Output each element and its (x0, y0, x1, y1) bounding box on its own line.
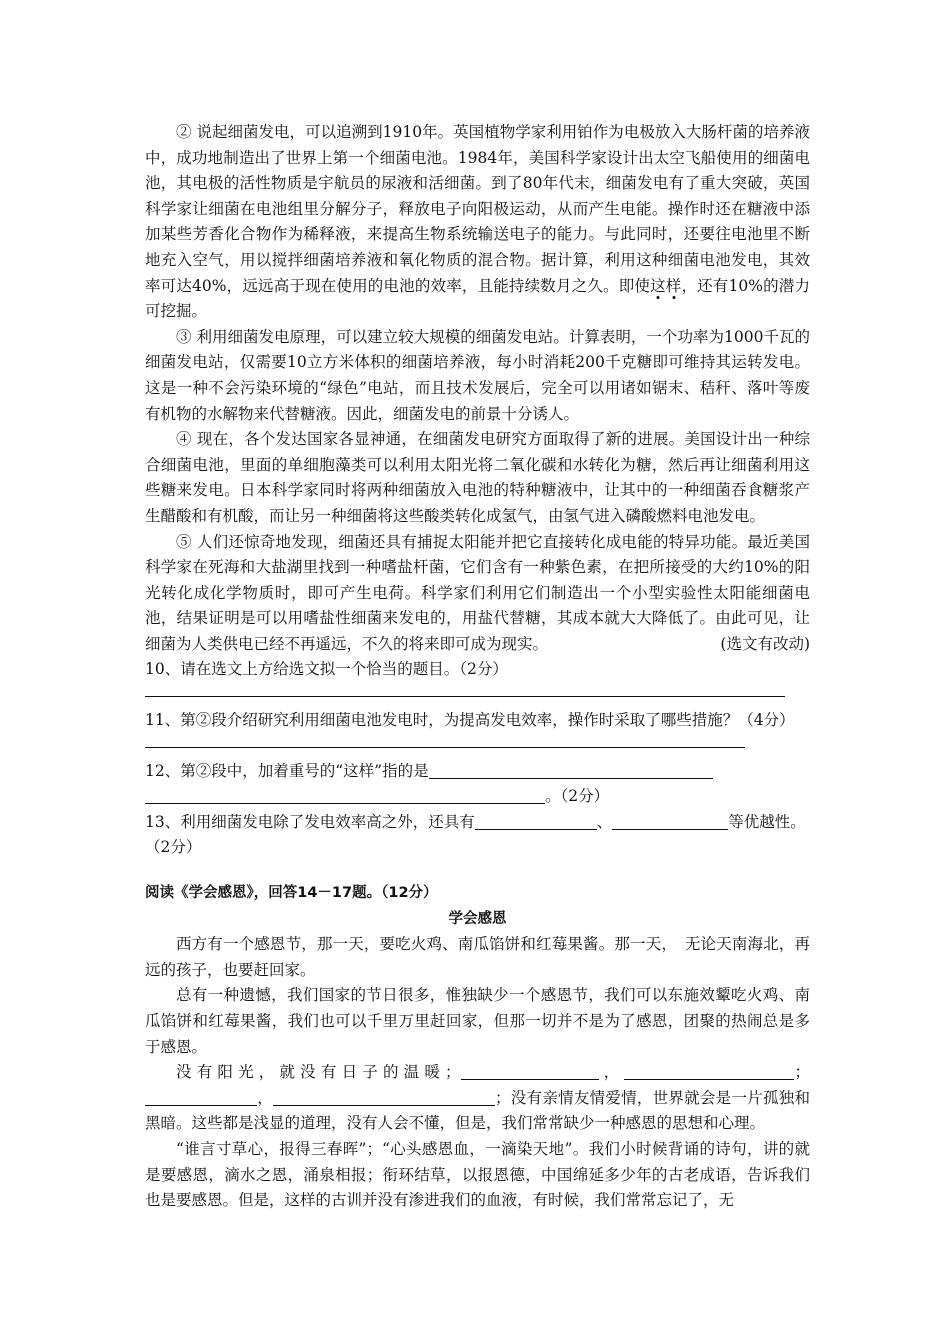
emphasized-char: 这 (650, 276, 666, 295)
paragraph-number: ② (176, 123, 192, 141)
section-heading: 阅读《学会感恩》，回答14－17题。（12分） (145, 885, 438, 902)
separator: ， (257, 1088, 274, 1107)
passage2-paragraph-2: 总有一种遗憾，我们国家的节日很多，惟独缺少一个感恩节，我们可以东施效颦吃火鸡、南瓜馅饼和红莓果酱，我们也可以千里万里赶回家，但那一切并不是为了感恩，团聚的热闹总是多于感恩。 (145, 986, 810, 1056)
answer-blank-q12-cont[interactable] (145, 787, 545, 804)
answer-blank-fill-4[interactable] (273, 1089, 495, 1106)
paragraph-text: 没有阳光，就没有日子的温暖； (176, 1063, 461, 1082)
question-12-cont (145, 784, 810, 810)
paragraph-text: ；没有亲情友情爱情，世界就会是一片孤独和黑暗。这些都是浅显的道理，没有人会不懂，但是，我们常常缺少一种感恩的思想和心理。 (145, 1088, 810, 1133)
document-page (145, 120, 810, 1214)
paragraph-number: ⑤ (176, 532, 192, 551)
question-12 (145, 759, 810, 785)
question-11: 11、第②段介绍研究利用细菌电池发电时，为提高发电效率，操作时采取了哪些措施？（4分） (145, 711, 795, 730)
paragraph-text: 利用细菌发电原理，可以建立较大规模的细菌发电站。计算表明，一个功率为1000千瓦的细菌发电站，仅需要10立方米体积的细菌培养液，每小时消耗200千克糖即可维持其运转发电。这是一种不会污染环境的“绿色”电站，而且技术发展后，完全可以用诸如锯末、秸秆、落叶等废有机物的水解物来代替糖液。因此，细菌发电的前景十分诱人。 (145, 327, 810, 423)
passage2-paragraph-3 (145, 1060, 810, 1137)
passage-paragraph-3 (145, 325, 810, 427)
question-text: 13、利用细菌发电除了发电效率高之外，还具有 (145, 812, 475, 831)
question-10: 10、请在选文上方给选文拟一个恰当的题目。（2分） (145, 660, 508, 679)
separator: 、 (596, 812, 613, 831)
answer-line-q10[interactable] (145, 683, 785, 697)
passage-paragraph-2 (145, 120, 810, 325)
paragraph-text: 人们还惊奇地发现，细菌还具有捕捉太阳能并把它直接转化成电能的特异功能。最近美国科学家在死海和大盐湖里找到一种嗜盐杆菌，它们含有一种紫色素，在把所接受的大约10%的阳光转化成化学物质时，即可产生电荷。科学家们利用它们制造出一个小型实验性太阳能细菌电池，结果证明是可以用嗜盐性细菌来发电的，用盐代替糖，其成本就大大降低了。由此可见，让细菌为人类供电已经不再遥远，不久的将来即可成为现实。 (145, 532, 810, 653)
answer-blank-q13-2[interactable] (612, 813, 728, 830)
emphasized-char: 样 (665, 276, 682, 295)
paragraph-text: 现在，各个发达国家各显神通，在细菌发电研究方面取得了新的进展。美国设计出一种综合细菌电池，里面的单细胞藻类可以利用太阳光将二氧化碳和水转化为糖，然后再让细菌利用这些糖来发电。日本科学家同时将两种细菌放入电池的特种糖液中，让其中的一种细菌吞食糖浆产生醋酸和有机酸，而让另一种细菌将这些酸类转化成氢气，由氢气进入磷酸燃料电池发电。 (145, 430, 810, 525)
paragraph-text: 说起细菌发电，可以追溯到1910年。英国植物学家利用铂作为电极放入大肠杆菌的培养液中，成功地制造出了世界上第一个细菌电池。1984年，美国科学家设计出太空飞船使用的细菌电池，其电极的活性物质是宇航员的尿液和活细菌。到了80年代末，细菌发电有了重大突破，英国科学家让细菌在电池组里分解分子，释放电子向阳极运动，从而产生电能。操作时还在糖液中添加某些芳香化合物作为稀释液，来提高生物系统输送电子的能力。与此同时，还要往电池里不断地充入空气，用以搅拌细菌培养液和氧化物质的混合物。据计算，利用这种细菌电池发电，其效率可达40%，远远高于现在使用的电池的效率，且能持续数月之久。即使 (145, 123, 810, 295)
answer-blank-q13-1[interactable] (475, 813, 597, 830)
paragraph-number: ③ (176, 327, 192, 346)
passage-paragraph-5 (145, 530, 810, 658)
question-text: 等优越性。 (728, 812, 806, 831)
separator: ； (794, 1063, 810, 1082)
paragraph-text: ，还有10%的潜力可挖掘。 (145, 276, 810, 321)
passage-paragraph-4 (145, 427, 810, 529)
question-13 (145, 810, 810, 836)
answer-blank-q12[interactable] (429, 762, 713, 779)
paragraph-number: ④ (176, 430, 192, 449)
answer-blank-fill-3[interactable] (145, 1089, 257, 1106)
answer-line-q11[interactable] (145, 734, 745, 748)
passage2-paragraph-4: “谁言寸草心，报得三春晖”；“心头感恩血，一滴染天地”。我们小时候背诵的诗句，讲的就是要感恩，滴水之恩，涌泉相报；衔环结草，以报恩德，中国绵延多少年的古老成语，告诉我们也是要感恩。但是，这样的古训并没有渗进我们的血液，有时候，我们常常忘记了，无 (145, 1139, 810, 1210)
answer-blank-fill-2[interactable] (624, 1063, 794, 1080)
source-note: (选文有改动) (720, 634, 810, 653)
question-text: 12、第②段中，加着重号的“这样”指的是 (145, 761, 429, 780)
question-13-score: （2分） (145, 838, 202, 857)
passage2-paragraph-1: 西方有一个感恩节，那一天，要吃火鸡、南瓜馅饼和红莓果酱。那一天， 无论天南海北，再远的孩子，也要赶回家。 (145, 935, 810, 979)
question-text: 。（2分） (545, 787, 610, 806)
answer-blank-fill-1[interactable] (461, 1063, 599, 1080)
separator: ， (598, 1063, 625, 1082)
passage-title: 学会感恩 (448, 910, 507, 927)
